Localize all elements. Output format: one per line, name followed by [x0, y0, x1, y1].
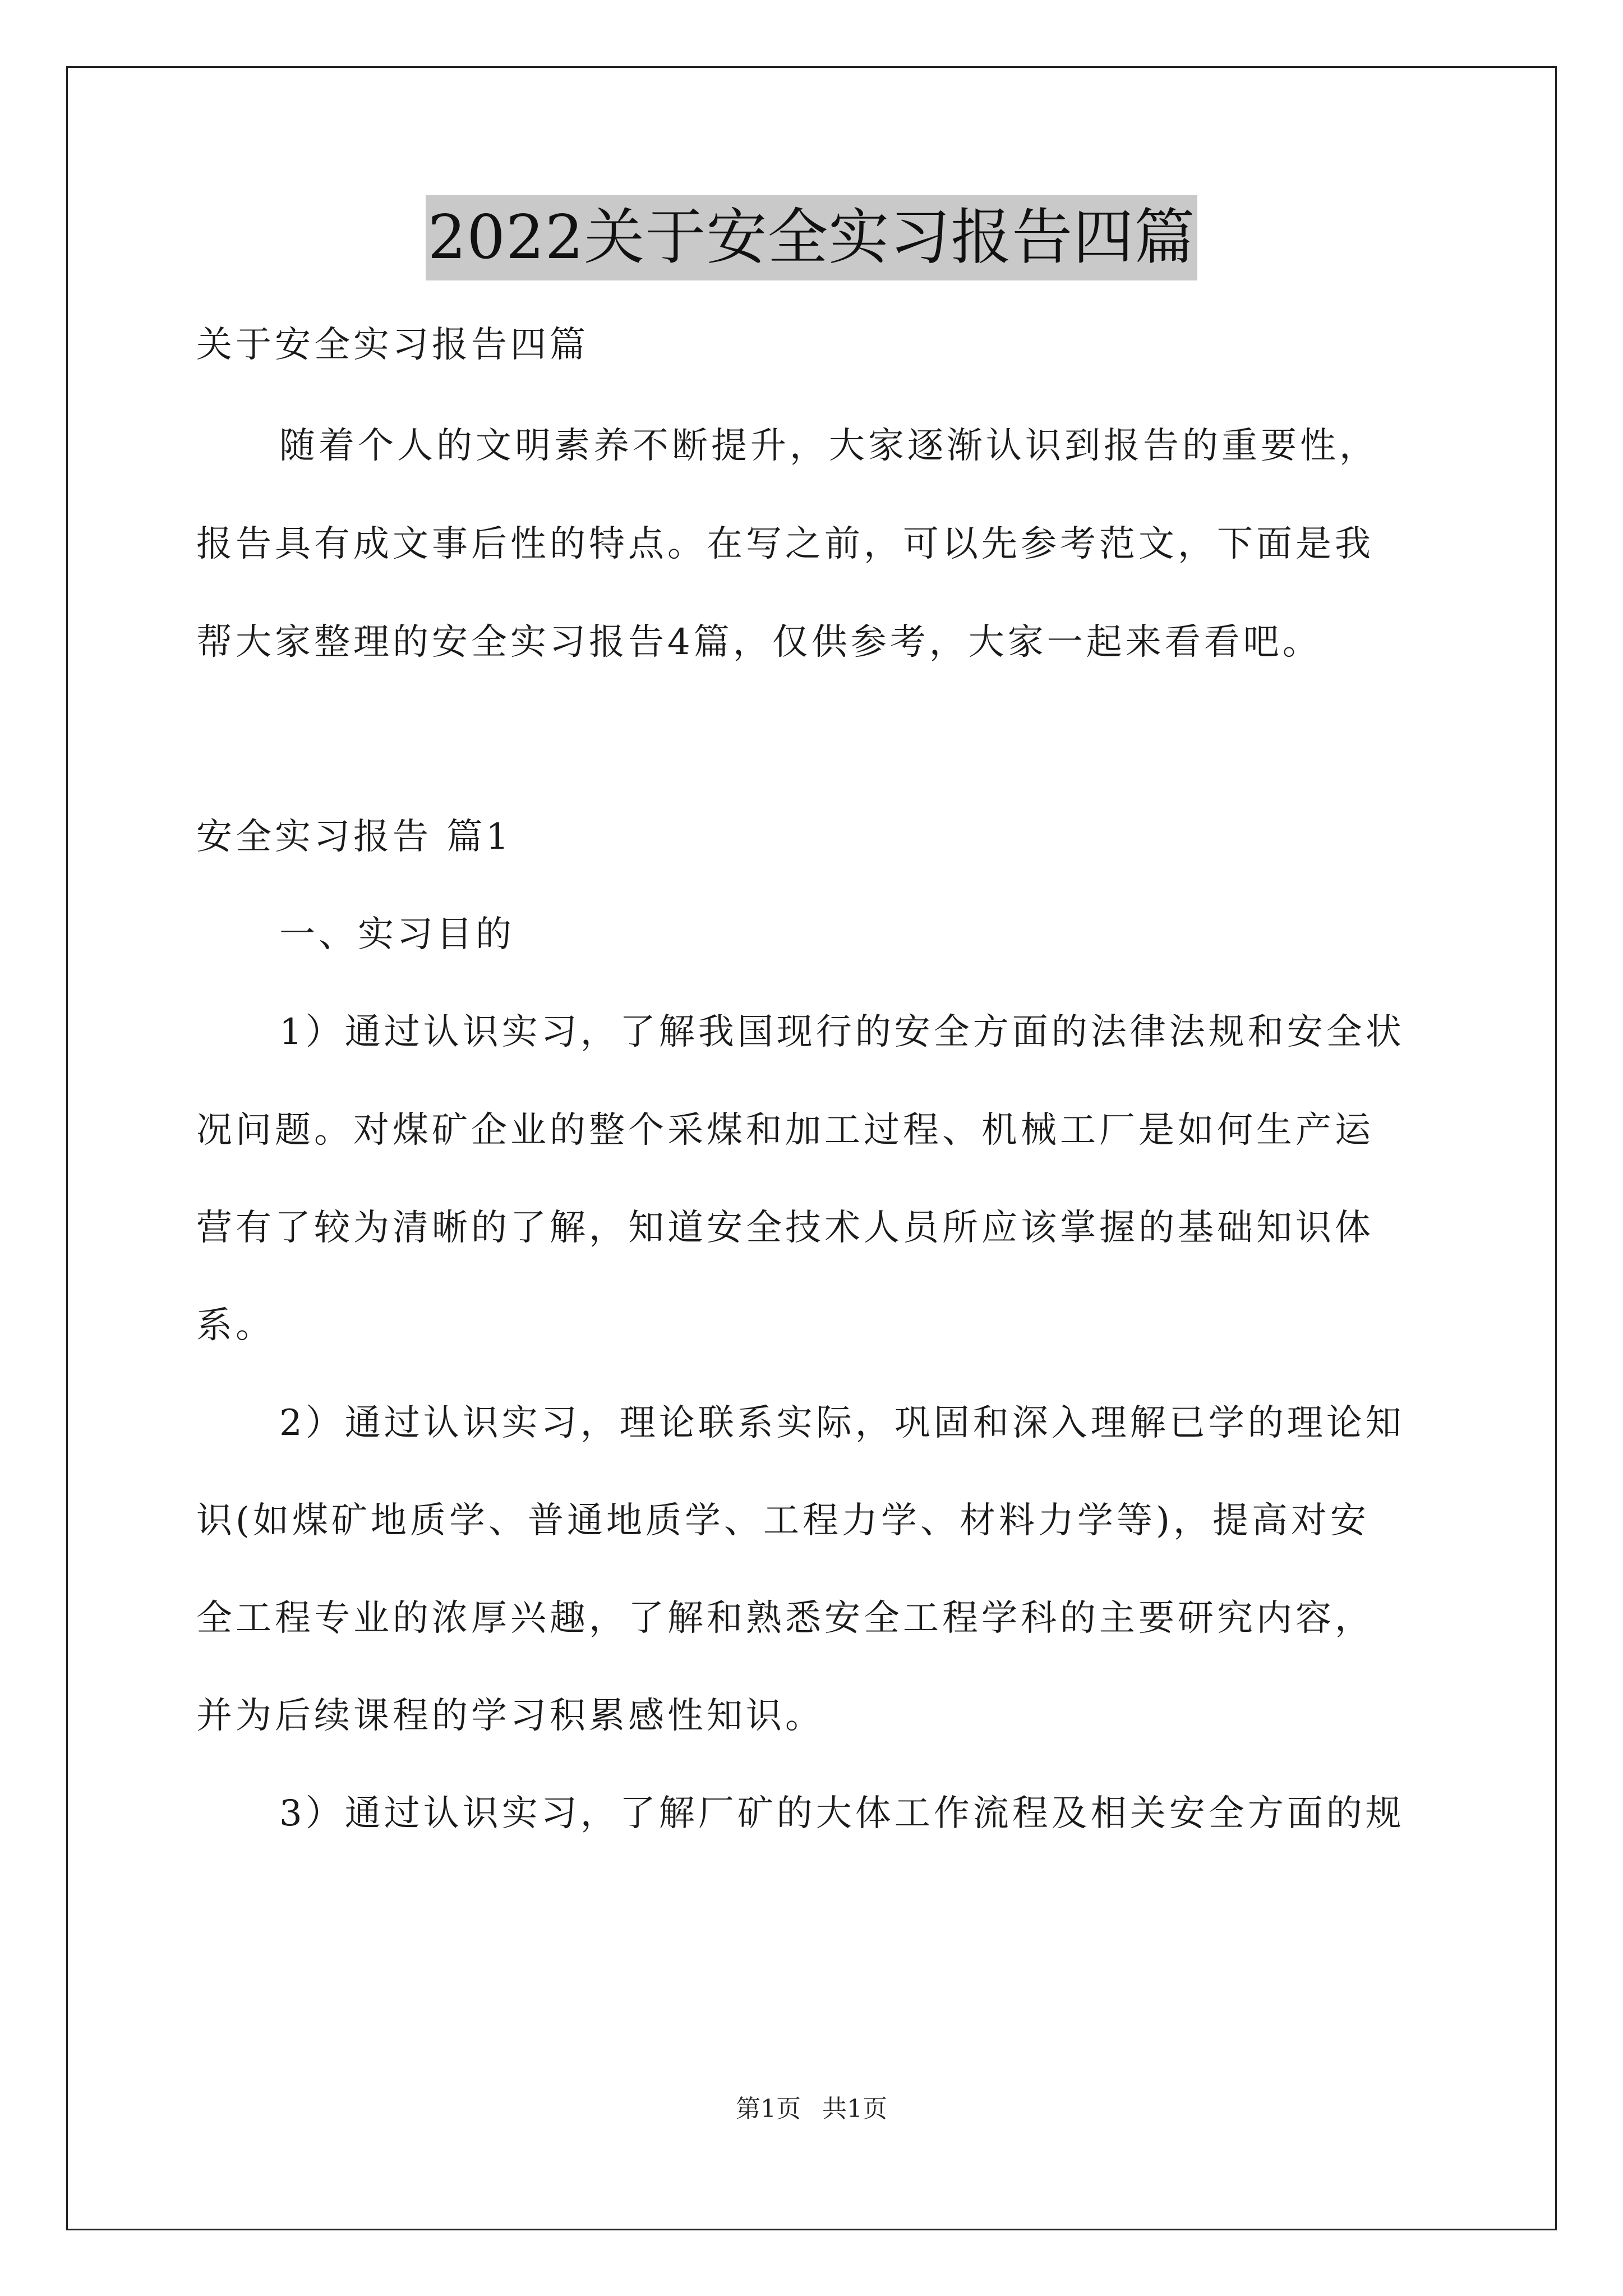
body-line: 1）通过认识实习，了解我国现行的安全方面的法律法规和安全状	[279, 1011, 1405, 1053]
document-title: 2022关于安全实习报告四篇	[426, 195, 1198, 280]
body-line: 随着个人的文明素养不断提升，大家逐渐认识到报告的重要性，	[279, 425, 1378, 467]
page-footer	[0, 2093, 1623, 2125]
body-line: 2）通过认识实习，理论联系实际，巩固和深入理解已学的理论知	[279, 1402, 1405, 1444]
title-wrap	[0, 195, 1623, 280]
page-current: 第1页	[736, 2095, 801, 2123]
body-line: 3）通过认识实习，了解厂矿的大体工作流程及相关安全方面的规	[279, 1793, 1405, 1834]
page-total: 共1页	[822, 2095, 887, 2123]
body-line: 营有了较为清晰的了解，知道安全技术人员所应该掌握的基础知识体	[196, 1207, 1374, 1249]
subsection-heading: 一、实习目的	[279, 914, 515, 955]
section-heading: 安全实习报告 篇1	[196, 816, 513, 858]
body-line: 帮大家整理的安全实习报告4篇，仅供参考，大家一起来看看吧。	[196, 622, 1322, 663]
subtitle-line: 关于安全实习报告四篇	[196, 324, 589, 366]
body-line: 况问题。对煤矿企业的整个采煤和加工过程、机械工厂是如何生产运	[196, 1110, 1374, 1151]
body-line: 系。	[196, 1305, 275, 1346]
body-line: 并为后续课程的学习积累感性知识。	[196, 1695, 824, 1737]
body-line: 报告具有成文事后性的特点。在写之前，可以先参考范文，下面是我	[196, 523, 1374, 565]
body-line: 全工程专业的浓厚兴趣，了解和熟悉安全工程学科的主要研究内容，	[196, 1598, 1374, 1639]
body-line: 识(如煤矿地质学、普通地质学、工程力学、材料力学等)，提高对安	[196, 1500, 1370, 1542]
